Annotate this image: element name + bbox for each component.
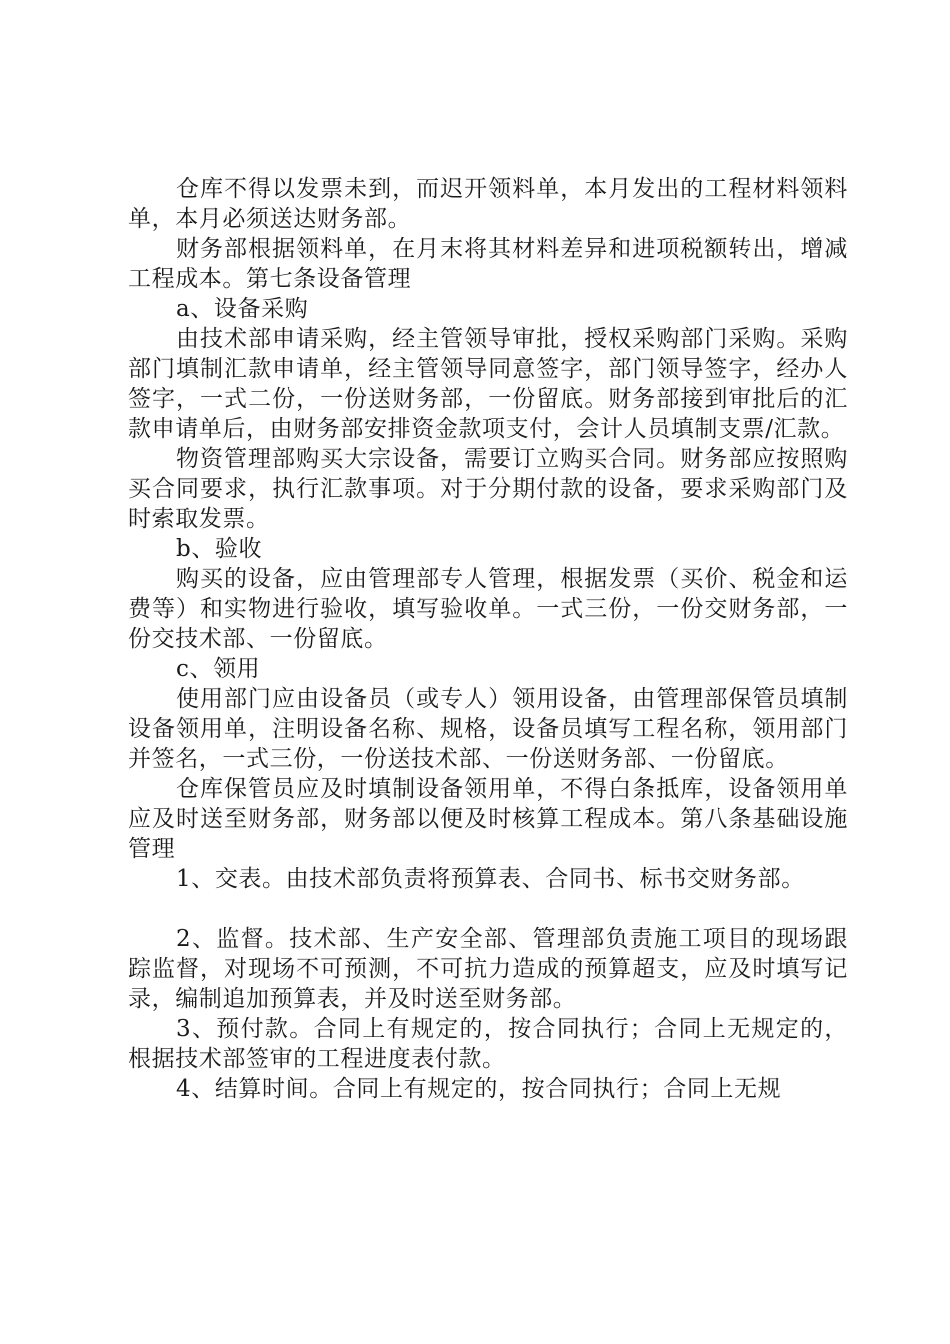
document-body [128, 174, 848, 1104]
paragraph: 使用部门应由设备员（或专人）领用设备，由管理部保管员填制设备领用单，注明设备名称、规格，设备员填写工程名称，领用部门并签名，一式三份，一份送技术部、一份送财务部、一份留底。 [128, 686, 848, 772]
paragraph: 由技术部申请采购，经主管领导审批，授权采购部门采购。采购部门填制汇款申请单，经主管领导同意签字，部门领导签字，经办人签字，一式二份，一份送财务部，一份留底。财务部接到审批后的汇款申请单后，由财务部安排资金款项支付，会计人员填制支票/汇款。 [128, 326, 848, 442]
list-item: 4、结算时间。合同上有规定的，按合同执行；合同上无规 [176, 1076, 782, 1102]
section-heading-acceptance: b、验收 [176, 536, 263, 562]
paragraph: 物资管理部购买大宗设备，需要订立购买合同。财务部应按照购买合同要求，执行汇款事项。对于分期付款的设备，要求采购部门及时索取发票。 [128, 446, 848, 532]
blank-line [128, 894, 848, 924]
paragraph: 仓库不得以发票未到，而迟开领料单，本月发出的工程材料领料单，本月必须送达财务部。 [128, 176, 848, 232]
list-item: 1、交表。由技术部负责将预算表、合同书、标书交财务部。 [176, 866, 805, 892]
list-item: 2、监督。技术部、生产安全部、管理部负责施工项目的现场跟踪监督，对现场不可预测，不可抗力造成的预算超支，应及时填写记录，编制追加预算表，并及时送至财务部。 [128, 926, 848, 1012]
paragraph: 仓库保管员应及时填制设备领用单，不得白条抵库，设备领用单应及时送至财务部，财务部以便及时核算工程成本。第八条基础设施管理 [128, 776, 848, 862]
section-heading-requisition: c、领用 [176, 656, 261, 682]
list-item: 3、预付款。合同上有规定的，按合同执行；合同上无规定的，根据技术部签审的工程进度表付款。 [128, 1016, 848, 1072]
section-heading-equipment-purchase: a、设备采购 [176, 296, 309, 322]
paragraph: 购买的设备，应由管理部专人管理，根据发票（买价、税金和运费等）和实物进行验收，填写验收单。一式三份，一份交财务部，一份交技术部、一份留底。 [128, 566, 848, 652]
paragraph: 财务部根据领料单，在月末将其材料差异和进项税额转出，增减工程成本。第七条设备管理 [128, 236, 848, 292]
